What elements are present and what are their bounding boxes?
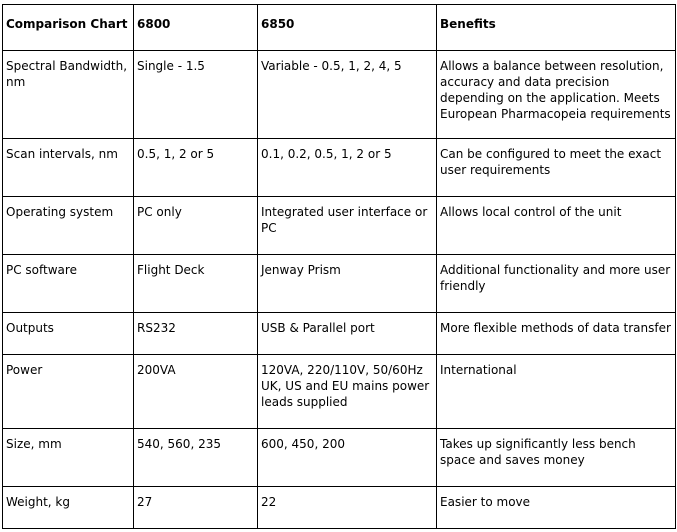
table-row: [3, 355, 676, 429]
benefit-cell: Allows a balance between resolution, accuracy and data precision depending on the application. Meets European Pharmacopeia requirements: [437, 51, 676, 139]
model-6850-cell: Variable - 0.5, 1, 2, 4, 5: [258, 51, 437, 139]
model-6800-cell: Flight Deck: [134, 255, 258, 313]
header-6850: 6850: [258, 5, 437, 51]
model-6800-cell: 200VA: [134, 355, 258, 429]
model-6800-cell: 0.5, 1, 2 or 5: [134, 139, 258, 197]
table-row: [3, 429, 676, 487]
table-row: [3, 313, 676, 355]
feature-cell: Outputs: [3, 313, 134, 355]
benefit-cell: Can be configured to meet the exact user requirements: [437, 139, 676, 197]
benefit-cell: Easier to move: [437, 487, 676, 529]
feature-cell: Power: [3, 355, 134, 429]
benefit-cell: International: [437, 355, 676, 429]
header-6800: 6800: [134, 5, 258, 51]
model-6850-cell: USB & Parallel port: [258, 313, 437, 355]
model-6800-cell: 27: [134, 487, 258, 529]
feature-cell: PC software: [3, 255, 134, 313]
table-row: [3, 197, 676, 255]
model-6850-cell: 0.1, 0.2, 0.5, 1, 2 or 5: [258, 139, 437, 197]
feature-cell: Scan intervals, nm: [3, 139, 134, 197]
table-row: [3, 487, 676, 529]
comparison-table: [2, 4, 676, 529]
model-6850-cell: Integrated user interface or PC: [258, 197, 437, 255]
model-6800-cell: PC only: [134, 197, 258, 255]
feature-cell: Operating system: [3, 197, 134, 255]
model-6800-cell: 540, 560, 235: [134, 429, 258, 487]
table-row: [3, 51, 676, 139]
table-row: [3, 255, 676, 313]
benefit-cell: Takes up significantly less bench space and saves money: [437, 429, 676, 487]
model-6850-cell: Jenway Prism: [258, 255, 437, 313]
benefit-cell: Allows local control of the unit: [437, 197, 676, 255]
benefit-cell: More flexible methods of data transfer: [437, 313, 676, 355]
header-comparison-chart: Comparison Chart: [3, 5, 134, 51]
benefit-cell: Additional functionality and more user friendly: [437, 255, 676, 313]
model-6850-cell: 600, 450, 200: [258, 429, 437, 487]
table-header-row: [3, 5, 676, 51]
model-6850-cell: 22: [258, 487, 437, 529]
feature-cell: Weight, kg: [3, 487, 134, 529]
header-benefits: Benefits: [437, 5, 676, 51]
feature-cell: Size, mm: [3, 429, 134, 487]
table-row: [3, 139, 676, 197]
feature-cell: Spectral Bandwidth, nm: [3, 51, 134, 139]
model-6800-cell: Single - 1.5: [134, 51, 258, 139]
model-6800-cell: RS232: [134, 313, 258, 355]
model-6850-cell: 120VA, 220/110V, 50/60Hz UK, US and EU mains power leads supplied: [258, 355, 437, 429]
